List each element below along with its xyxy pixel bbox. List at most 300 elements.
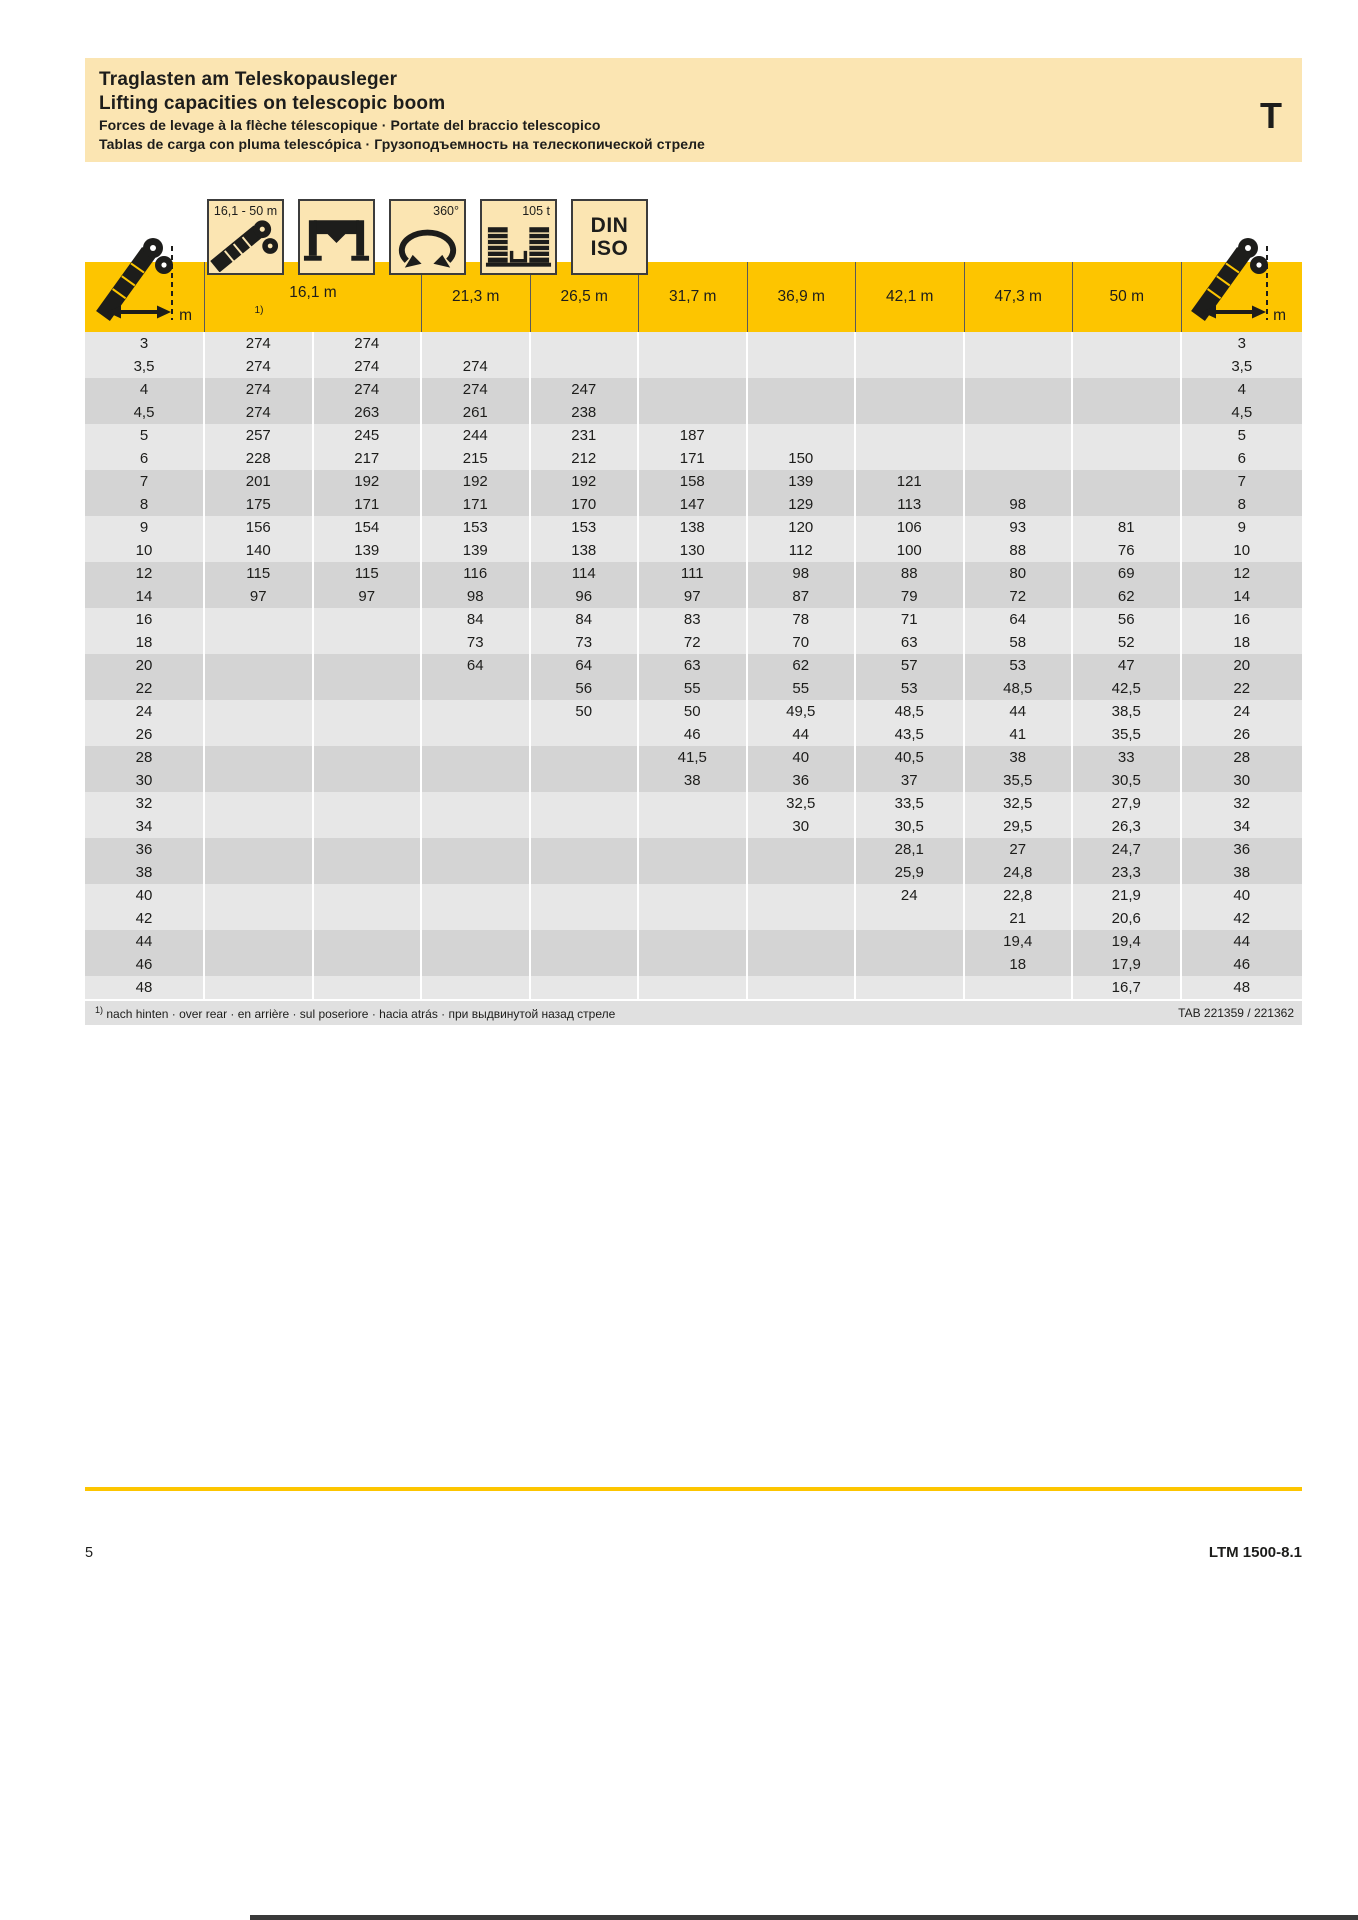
capacity-cell	[856, 424, 965, 447]
capacity-cell: 156	[205, 516, 314, 539]
capacity-cell: 257	[205, 424, 314, 447]
capacity-cell: 48,5	[856, 700, 965, 723]
capacity-cell: 62	[748, 654, 857, 677]
radius-cell: 14	[85, 585, 205, 608]
page-footer	[85, 1544, 1302, 1561]
capacity-cell	[748, 953, 857, 976]
title-french-italian: Forces de levage à la flèche télescopique · Portate del braccio telescopico	[99, 117, 601, 133]
telescopic-boom-icon	[207, 199, 284, 275]
capacity-cell	[531, 332, 640, 355]
capacity-cell: 26,3	[1073, 815, 1182, 838]
counterweight-label: 105 t	[522, 204, 550, 218]
capacity-cell: 139	[748, 470, 857, 493]
capacity-cell: 228	[205, 447, 314, 470]
capacity-cell: 129	[748, 493, 857, 516]
radius-cell: 28	[85, 746, 205, 769]
capacity-cell: 153	[422, 516, 531, 539]
radius-cell: 3	[1182, 332, 1303, 355]
table-row	[85, 976, 1302, 999]
capacity-cell	[965, 378, 1074, 401]
capacity-cell: 40,5	[856, 746, 965, 769]
capacity-cell: 130	[639, 539, 748, 562]
capacity-cell: 247	[531, 378, 640, 401]
capacity-cell: 78	[748, 608, 857, 631]
boom-header-21-3: 21,3 m	[422, 262, 531, 332]
capacity-cell: 171	[422, 493, 531, 516]
capacity-cell	[748, 907, 857, 930]
table-row	[85, 953, 1302, 976]
page-number: 5	[85, 1545, 94, 1561]
radius-cell: 16	[1182, 608, 1303, 631]
radius-cell: 36	[1182, 838, 1303, 861]
capacity-cell	[856, 976, 965, 999]
capacity-cell	[1073, 332, 1182, 355]
capacity-cell: 52	[1073, 631, 1182, 654]
table-row	[85, 355, 1302, 378]
capacity-cell	[531, 838, 640, 861]
crane-radius-icon	[93, 228, 189, 328]
table-row	[85, 585, 1302, 608]
capacity-cell: 19,4	[1073, 930, 1182, 953]
radius-cell: 36	[85, 838, 205, 861]
capacity-cell: 158	[639, 470, 748, 493]
table-row	[85, 861, 1302, 884]
capacity-cell	[205, 907, 314, 930]
capacity-cell	[314, 746, 423, 769]
capacity-cell: 231	[531, 424, 640, 447]
capacity-cell: 274	[314, 332, 423, 355]
counterweight-icon	[480, 199, 557, 275]
table-row	[85, 654, 1302, 677]
capacity-cell	[422, 723, 531, 746]
capacity-cell	[314, 700, 423, 723]
tab-reference: TAB 221359 / 221362	[1178, 1006, 1294, 1020]
capacity-cell: 43,5	[856, 723, 965, 746]
capacity-cell: 192	[314, 470, 423, 493]
radius-cell: 30	[1182, 769, 1303, 792]
capacity-cell: 140	[205, 539, 314, 562]
table-row	[85, 378, 1302, 401]
capacity-cell: 21	[965, 907, 1074, 930]
table-row	[85, 792, 1302, 815]
capacity-cell	[531, 953, 640, 976]
table-row	[85, 769, 1302, 792]
table-row	[85, 930, 1302, 953]
radius-cell: 5	[1182, 424, 1303, 447]
table-row	[85, 424, 1302, 447]
capacity-cell: 69	[1073, 562, 1182, 585]
capacity-cell: 154	[314, 516, 423, 539]
capacity-cell: 25,9	[856, 861, 965, 884]
capacity-cell: 24,8	[965, 861, 1074, 884]
radius-cell: 44	[1182, 930, 1303, 953]
capacity-cell	[965, 355, 1074, 378]
capacity-cell	[748, 976, 857, 999]
capacity-cell	[314, 723, 423, 746]
radius-cell: 34	[1182, 815, 1303, 838]
capacity-cell: 212	[531, 447, 640, 470]
capacity-cell: 120	[748, 516, 857, 539]
radius-cell: 4	[1182, 378, 1303, 401]
capacity-cell	[1073, 470, 1182, 493]
capacity-cell	[1073, 355, 1182, 378]
capacity-cell	[1073, 401, 1182, 424]
radius-cell: 9	[85, 516, 205, 539]
capacity-cell: 35,5	[1073, 723, 1182, 746]
radius-cell: 7	[1182, 470, 1303, 493]
capacity-cell	[531, 976, 640, 999]
radius-cell: 3	[85, 332, 205, 355]
radius-cell: 20	[85, 654, 205, 677]
capacity-cell	[314, 930, 423, 953]
capacity-cell: 58	[965, 631, 1074, 654]
capacity-cell	[205, 861, 314, 884]
table-row	[85, 493, 1302, 516]
table-row	[85, 470, 1302, 493]
boom-length-label: 16,1 m	[289, 284, 337, 301]
capacity-cell	[314, 608, 423, 631]
capacity-cell	[531, 884, 640, 907]
radius-cell: 6	[1182, 447, 1303, 470]
capacity-cell	[856, 355, 965, 378]
capacity-cell	[1073, 378, 1182, 401]
capacity-cell	[639, 884, 748, 907]
capacity-cell: 30,5	[1073, 769, 1182, 792]
capacity-cell: 40	[748, 746, 857, 769]
capacity-cell: 63	[856, 631, 965, 654]
capacity-cell: 28,1	[856, 838, 965, 861]
capacity-cell	[965, 401, 1074, 424]
capacity-cell	[639, 953, 748, 976]
radius-unit-right: m	[1273, 307, 1286, 324]
capacity-cell: 71	[856, 608, 965, 631]
table-row	[85, 401, 1302, 424]
capacity-cell: 41,5	[639, 746, 748, 769]
radius-cell: 4,5	[1182, 401, 1303, 424]
capacity-cell: 153	[531, 516, 640, 539]
counterweight-glyph	[482, 216, 555, 270]
radius-cell: 26	[1182, 723, 1303, 746]
section-letter-t: T	[1260, 95, 1282, 136]
table-row	[85, 608, 1302, 631]
capacity-cell: 112	[748, 539, 857, 562]
capacity-cell: 38,5	[1073, 700, 1182, 723]
capacity-cell: 84	[531, 608, 640, 631]
title-english: Lifting capacities on telescopic boom	[99, 93, 446, 114]
capacity-cell: 38	[965, 746, 1074, 769]
capacity-cell: 98	[422, 585, 531, 608]
capacity-cell	[748, 378, 857, 401]
capacity-cell: 23,3	[1073, 861, 1182, 884]
capacity-cell	[531, 907, 640, 930]
capacity-cell	[205, 654, 314, 677]
radius-cell: 24	[1182, 700, 1303, 723]
capacity-cell: 49,5	[748, 700, 857, 723]
capacity-cell	[205, 884, 314, 907]
capacity-cell	[205, 815, 314, 838]
capacity-cell: 20,6	[1073, 907, 1182, 930]
radius-cell: 46	[85, 953, 205, 976]
radius-cell: 4	[85, 378, 205, 401]
capacity-cell: 18	[965, 953, 1074, 976]
capacity-cell	[639, 907, 748, 930]
radius-cell: 38	[1182, 861, 1303, 884]
radius-cell: 28	[1182, 746, 1303, 769]
footnote-marker: 1)	[254, 305, 264, 316]
capacity-cell	[422, 792, 531, 815]
capacity-cell	[965, 470, 1074, 493]
radius-cell: 3,5	[1182, 355, 1303, 378]
capacity-cell	[422, 884, 531, 907]
capacity-cell: 35,5	[965, 769, 1074, 792]
capacity-cell: 97	[314, 585, 423, 608]
capacity-cell: 22,8	[965, 884, 1074, 907]
capacity-cell	[422, 769, 531, 792]
capacity-cell: 244	[422, 424, 531, 447]
capacity-cell: 48,5	[965, 677, 1074, 700]
capacity-cell	[314, 884, 423, 907]
capacity-cell: 263	[314, 401, 423, 424]
bottom-edge-bar	[250, 1915, 1358, 1920]
capacity-cell: 171	[314, 493, 423, 516]
capacity-cell	[205, 608, 314, 631]
footnote-marker: 1)	[95, 1005, 104, 1015]
capacity-cell: 70	[748, 631, 857, 654]
radius-cell: 18	[85, 631, 205, 654]
table-row	[85, 700, 1302, 723]
outriggers-glyph	[300, 213, 373, 267]
radius-cell: 12	[85, 562, 205, 585]
configuration-icons	[207, 199, 648, 275]
radius-cell: 5	[85, 424, 205, 447]
capacity-cell: 72	[639, 631, 748, 654]
capacity-cell: 150	[748, 447, 857, 470]
capacity-cell: 114	[531, 562, 640, 585]
capacity-cell	[205, 953, 314, 976]
radius-cell: 16	[85, 608, 205, 631]
capacity-cell: 55	[748, 677, 857, 700]
capacity-cell: 62	[1073, 585, 1182, 608]
table-row	[85, 884, 1302, 907]
radius-cell: 48	[1182, 976, 1303, 999]
boom-range-label: 16,1 - 50 m	[213, 204, 278, 218]
capacity-cell: 30,5	[856, 815, 965, 838]
capacity-cell	[748, 930, 857, 953]
capacity-cell: 81	[1073, 516, 1182, 539]
capacity-cell: 187	[639, 424, 748, 447]
boom-header-36-9: 36,9 m	[748, 262, 857, 332]
capacity-cell: 274	[205, 378, 314, 401]
crane-model: LTM 1500-8.1	[1208, 1544, 1302, 1561]
capacity-cell	[314, 792, 423, 815]
capacity-cell: 64	[422, 654, 531, 677]
capacity-cell: 32,5	[965, 792, 1074, 815]
capacity-cell	[856, 378, 965, 401]
boom-glyph	[209, 218, 282, 272]
capacity-cell: 57	[856, 654, 965, 677]
capacity-cell: 27,9	[1073, 792, 1182, 815]
table-row	[85, 907, 1302, 930]
capacity-cell: 274	[205, 401, 314, 424]
capacity-cell: 56	[531, 677, 640, 700]
radius-cell: 30	[85, 769, 205, 792]
boom-header-47-3: 47,3 m	[965, 262, 1074, 332]
capacity-cell	[856, 332, 965, 355]
capacity-cell: 33,5	[856, 792, 965, 815]
capacity-cell	[205, 700, 314, 723]
radius-cell: 22	[85, 677, 205, 700]
capacity-cell	[422, 953, 531, 976]
capacity-cell: 44	[748, 723, 857, 746]
capacity-cell: 46	[639, 723, 748, 746]
capacity-cell: 24	[856, 884, 965, 907]
capacity-cell: 215	[422, 447, 531, 470]
capacity-cell: 79	[856, 585, 965, 608]
radius-cell: 38	[85, 861, 205, 884]
capacity-cell	[856, 907, 965, 930]
boom-header-42-1: 42,1 m	[856, 262, 965, 332]
title-spanish-russian: Tablas de carga con pluma telescópica · Грузоподъемность на телескопической стреле	[99, 136, 705, 152]
capacity-cell: 50	[531, 700, 640, 723]
capacity-cell	[639, 838, 748, 861]
capacity-cell	[531, 930, 640, 953]
capacity-cell: 96	[531, 585, 640, 608]
capacity-cell	[1073, 447, 1182, 470]
capacity-cell	[422, 815, 531, 838]
boom-header-31-7: 31,7 m	[639, 262, 748, 332]
capacity-cell: 274	[205, 355, 314, 378]
capacity-cell	[748, 401, 857, 424]
footer-rule	[85, 1487, 1302, 1491]
radius-cell: 46	[1182, 953, 1303, 976]
capacity-cell	[639, 861, 748, 884]
capacity-cell: 47	[1073, 654, 1182, 677]
capacity-cell	[639, 332, 748, 355]
capacity-cell: 245	[314, 424, 423, 447]
capacity-cell	[965, 424, 1074, 447]
capacity-cell	[856, 447, 965, 470]
capacity-cell	[639, 976, 748, 999]
capacity-cell: 37	[856, 769, 965, 792]
capacity-cell: 80	[965, 562, 1074, 585]
radius-cell: 32	[1182, 792, 1303, 815]
din-label: DIN	[590, 213, 629, 237]
capacity-cell: 274	[314, 378, 423, 401]
capacity-cell: 17,9	[1073, 953, 1182, 976]
radius-unit-left: m	[179, 307, 192, 324]
capacity-cell	[314, 677, 423, 700]
capacity-cell	[639, 792, 748, 815]
capacity-cell: 64	[531, 654, 640, 677]
capacity-cell	[531, 723, 640, 746]
capacity-cell	[205, 746, 314, 769]
capacity-cell	[639, 815, 748, 838]
radius-cell: 12	[1182, 562, 1303, 585]
capacity-cell: 44	[965, 700, 1074, 723]
capacity-cell: 175	[205, 493, 314, 516]
capacity-cell: 116	[422, 562, 531, 585]
title-german: Traglasten am Teleskopausleger	[99, 69, 398, 90]
capacity-cell: 238	[531, 401, 640, 424]
table-row	[85, 447, 1302, 470]
radius-cell: 18	[1182, 631, 1303, 654]
capacity-cell	[422, 976, 531, 999]
capacity-cell	[422, 838, 531, 861]
radius-cell: 8	[1182, 493, 1303, 516]
boom-header-26-5: 26,5 m	[531, 262, 640, 332]
capacity-cell: 41	[965, 723, 1074, 746]
capacity-cell: 138	[639, 516, 748, 539]
capacity-cell: 138	[531, 539, 640, 562]
capacity-cell	[205, 631, 314, 654]
capacity-cell: 32,5	[748, 792, 857, 815]
radius-cell: 10	[1182, 539, 1303, 562]
capacity-cell	[314, 907, 423, 930]
capacity-cell	[314, 654, 423, 677]
slewing-label: 360°	[433, 204, 459, 218]
table-footnote-bar	[85, 1001, 1302, 1025]
capacity-cell	[422, 746, 531, 769]
capacity-cell: 98	[965, 493, 1074, 516]
capacity-cell	[205, 792, 314, 815]
table-row	[85, 539, 1302, 562]
capacity-cell: 53	[965, 654, 1074, 677]
radius-cell: 9	[1182, 516, 1303, 539]
capacity-cell: 274	[314, 355, 423, 378]
capacity-cell: 106	[856, 516, 965, 539]
capacity-cell	[965, 332, 1074, 355]
capacity-cell	[531, 815, 640, 838]
capacity-cell	[314, 631, 423, 654]
boom-header-50: 50 m	[1073, 262, 1182, 332]
capacity-cell	[314, 815, 423, 838]
radius-cell: 24	[85, 700, 205, 723]
capacity-cell: 42,5	[1073, 677, 1182, 700]
capacity-cell	[422, 700, 531, 723]
capacity-cell: 64	[965, 608, 1074, 631]
capacity-cell: 24,7	[1073, 838, 1182, 861]
capacity-cell: 147	[639, 493, 748, 516]
capacity-cell	[205, 677, 314, 700]
slewing-glyph	[391, 216, 464, 270]
capacity-cell: 97	[639, 585, 748, 608]
radius-cell: 34	[85, 815, 205, 838]
capacity-cell	[748, 332, 857, 355]
table-row	[85, 723, 1302, 746]
capacity-cell: 30	[748, 815, 857, 838]
table-row	[85, 332, 1302, 355]
capacity-cell	[422, 861, 531, 884]
radius-cell: 48	[85, 976, 205, 999]
capacity-cell: 19,4	[965, 930, 1074, 953]
capacity-cell: 192	[531, 470, 640, 493]
capacity-cell: 192	[422, 470, 531, 493]
capacity-cell	[856, 401, 965, 424]
capacity-cell: 53	[856, 677, 965, 700]
table-row	[85, 746, 1302, 769]
capacity-cell: 171	[639, 447, 748, 470]
capacity-cell: 16,7	[1073, 976, 1182, 999]
table-row	[85, 838, 1302, 861]
radius-cell: 42	[1182, 907, 1303, 930]
capacity-cell	[205, 930, 314, 953]
capacity-cell: 274	[205, 332, 314, 355]
capacity-cell: 115	[205, 562, 314, 585]
radius-cell: 3,5	[85, 355, 205, 378]
radius-cell: 40	[85, 884, 205, 907]
crane-radius-icon	[1188, 228, 1284, 328]
capacity-cell: 274	[422, 378, 531, 401]
